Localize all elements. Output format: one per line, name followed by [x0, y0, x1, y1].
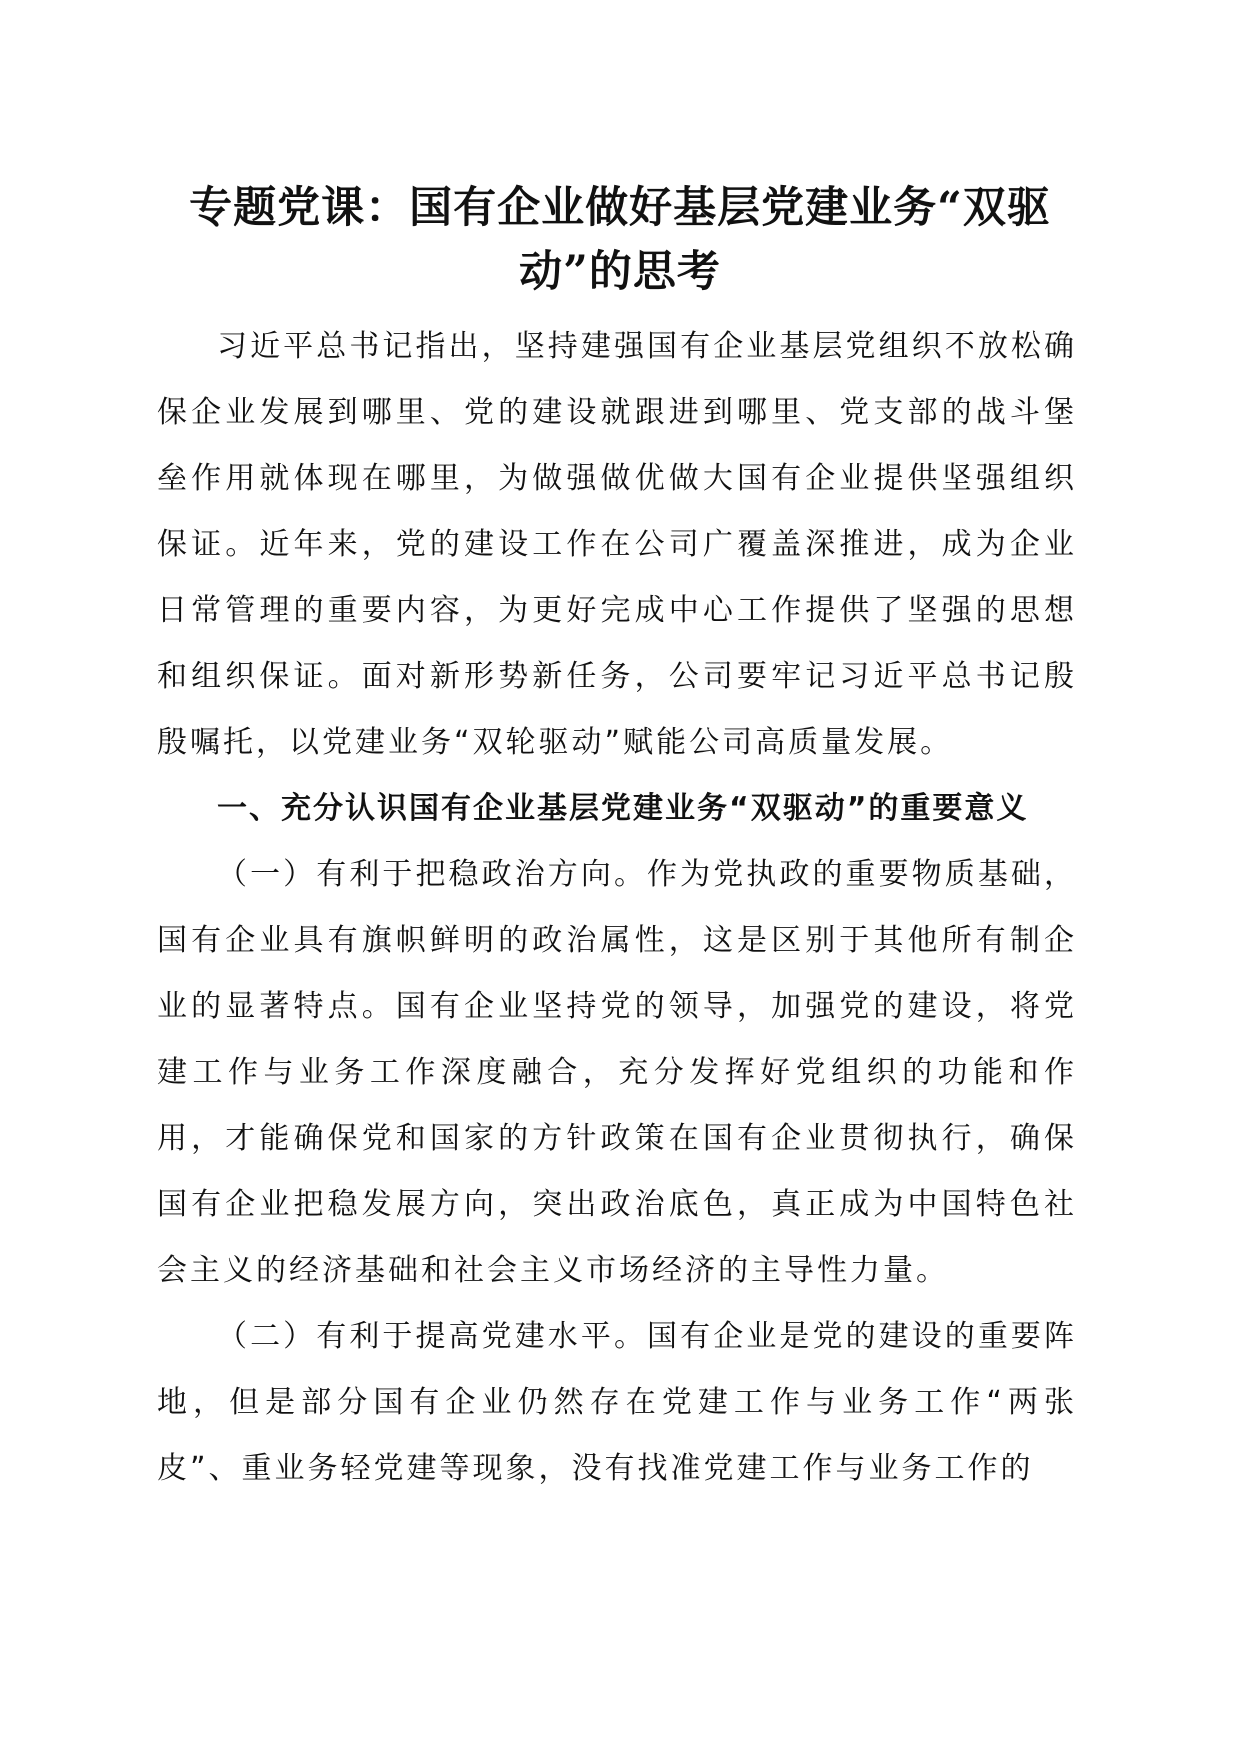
document-body: [157, 314, 1077, 1502]
section1-item-1: （一）有利于把稳政治方向。作为党执政的重要物质基础，国有企业具有旗帜鲜明的政治属性，这是区别于其他所有制企业的显著特点。国有企业坚持党的领导，加强党的建设，将党建工作与业务工作深度融合，充分发挥好党组织的功能和作用，才能确保党和国家的方针政策在国有企业贯彻执行，确保国有企业把稳发展方向，突出政治底色，真正成为中国特色社会主义的经济基础和社会主义市场经济的主导性力量。: [157, 857, 1077, 1288]
section1-item-2: （二）有利于提高党建水平。国有企业是党的建设的重要阵地，但是部分国有企业仍然存在党建工作与业务工作“两张皮”、重业务轻党建等现象，没有找准党建工作与业务工作的: [157, 1319, 1077, 1486]
document-title: 专题党课：国有企业做好基层党建业务“双驱动”的思考: [189, 183, 1051, 297]
intro-paragraph: 习近平总书记指出，坚持建强国有企业基层党组织不放松确保企业发展到哪里、党的建设就跟进到哪里、党支部的战斗堡垒作用就体现在哪里，为做强做优做大国有企业提供坚强组织保证。近年来，党的建设工作在公司广覆盖深推进，成为企业日常管理的重要内容，为更好完成中心工作提供了坚强的思想和组织保证。面对新形势新任务，公司要牢记习近平总书记殷殷嘱托，以党建业务“双轮驱动”赋能公司高质量发展。: [157, 329, 1077, 760]
section-heading-1: 一、充分认识国有企业基层党建业务“双驱动”的重要意义: [217, 791, 1029, 826]
